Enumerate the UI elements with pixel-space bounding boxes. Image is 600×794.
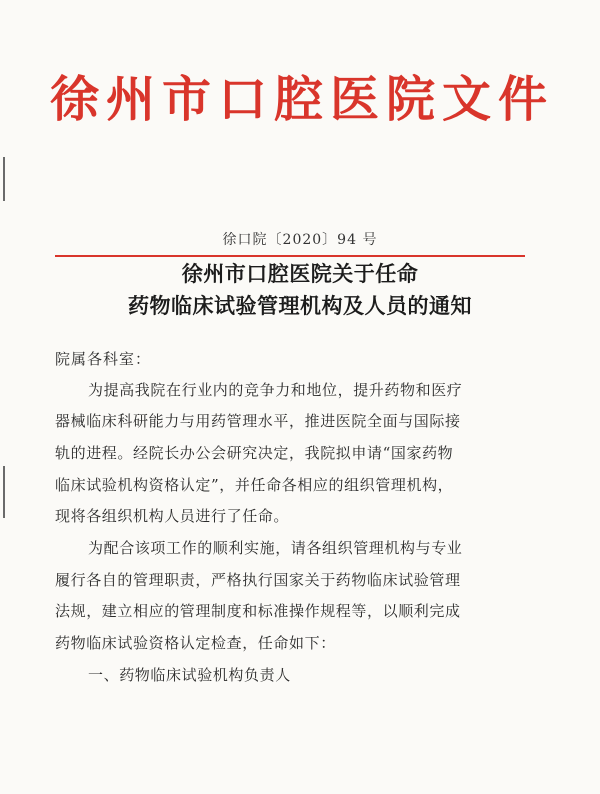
body-line: 临床试验机构资格认定”，并任命各相应的组织管理机构， <box>55 476 454 494</box>
body-line: 履行各自的管理职责，严格执行国家关于药物临床试验管理 <box>55 571 461 589</box>
header-divider <box>55 255 525 257</box>
body-line: 现将各组织机构人员进行了任命。 <box>55 507 290 525</box>
body-line: 器械临床科研能力与用药管理水平，推进医院全面与国际接 <box>55 412 461 430</box>
body-line: 药物临床试验资格认定检查，任命如下： <box>55 634 336 652</box>
scan-edge-mark <box>3 466 5 518</box>
body-line: 法规，建立相应的管理制度和标准操作规程等，以顺利完成 <box>55 602 461 620</box>
notice-title-line-1: 徐州市口腔医院关于任命 <box>181 261 419 286</box>
document-number: 徐口院〔2020〕94 号 <box>222 232 378 248</box>
body-line: 一、药物临床试验机构负责人 <box>88 666 291 684</box>
body-line: 为提高我院在行业内的竞争力和地位，提升药物和医疗 <box>88 381 463 399</box>
scan-edge-mark <box>3 157 5 201</box>
document-header-title: 徐州市口腔医院文件 <box>50 70 555 128</box>
body-line: 为配合该项工作的顺利实施，请各组织管理机构与专业 <box>88 539 463 557</box>
notice-title-line-2: 药物临床试验管理机构及人员的通知 <box>128 293 472 318</box>
addressee: 院属各科室： <box>55 350 152 368</box>
body-line: 轨的进程。经院长办公会研究决定，我院拟申请“国家药物 <box>55 444 454 462</box>
